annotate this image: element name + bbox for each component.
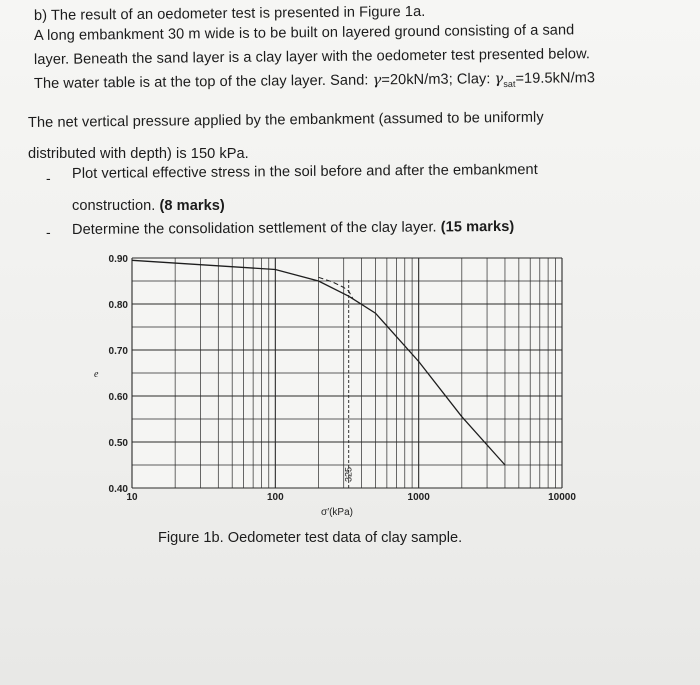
- marks-label: (8 marks): [159, 198, 225, 214]
- question-intro: b) The result of an oedometer test is presented in Figure 1a.: [33, 3, 426, 24]
- y-tick-label: 0.50: [108, 438, 128, 449]
- bullet-1-text: Plot vertical effective stress in the soil before and after the embankment: [71, 161, 538, 182]
- sat-subscript: sat: [503, 78, 516, 89]
- question-text-line: The net vertical pressure applied by the embankment (assumed to be uniformly: [27, 109, 544, 131]
- bullet-1-text-cont: [72, 198, 225, 214]
- x-tick-label: 100: [266, 492, 284, 503]
- text-run: The water table is at the top of the clay layer. Sand:: [33, 72, 373, 92]
- figure-caption: Figure 1b. Oedometer test data of clay sample.: [158, 530, 463, 546]
- x-tick-label: 1000: [407, 492, 430, 503]
- y-tick-label: 0.60: [108, 392, 128, 403]
- oedometer-chart: [92, 248, 592, 523]
- marks-label: (15 marks): [440, 218, 515, 236]
- text-run: =20kN/m3; Clay:: [381, 71, 495, 89]
- question-text-line: layer. Beneath the sand layer is a clay layer with the oedometer test presented below.: [33, 46, 591, 68]
- x-tick-label: 10: [126, 492, 138, 503]
- y-tick-label: 0.90: [108, 254, 128, 265]
- text-run: construction.: [72, 198, 160, 214]
- x-tick-label: 10000: [548, 492, 576, 503]
- y-tick-label: 0.70: [108, 346, 128, 357]
- x-axis-label: σ′(kPa): [321, 507, 353, 518]
- bullet-2-text: [72, 219, 514, 238]
- question-text-line: distributed with depth) is 150 kPa.: [28, 146, 249, 162]
- question-text-line: A long embankment 30 m wide is to be built on layered ground consisting of a sand: [33, 22, 575, 44]
- bullet-marker: -: [46, 170, 51, 186]
- annotation-label: 325: [343, 466, 354, 482]
- y-axis-label: e: [94, 369, 99, 380]
- text-run: Determine the consolidation settlement of the clay layer.: [71, 219, 441, 238]
- y-tick-label: 0.80: [108, 300, 128, 311]
- gamma-symbol: γ: [494, 70, 504, 88]
- bullet-marker: -: [46, 224, 51, 240]
- y-tick-label: 0.40: [108, 484, 128, 495]
- gamma-symbol: γ: [372, 71, 382, 89]
- question-soil-properties: [34, 69, 595, 94]
- text-run: =19.5kN/m3: [515, 70, 596, 87]
